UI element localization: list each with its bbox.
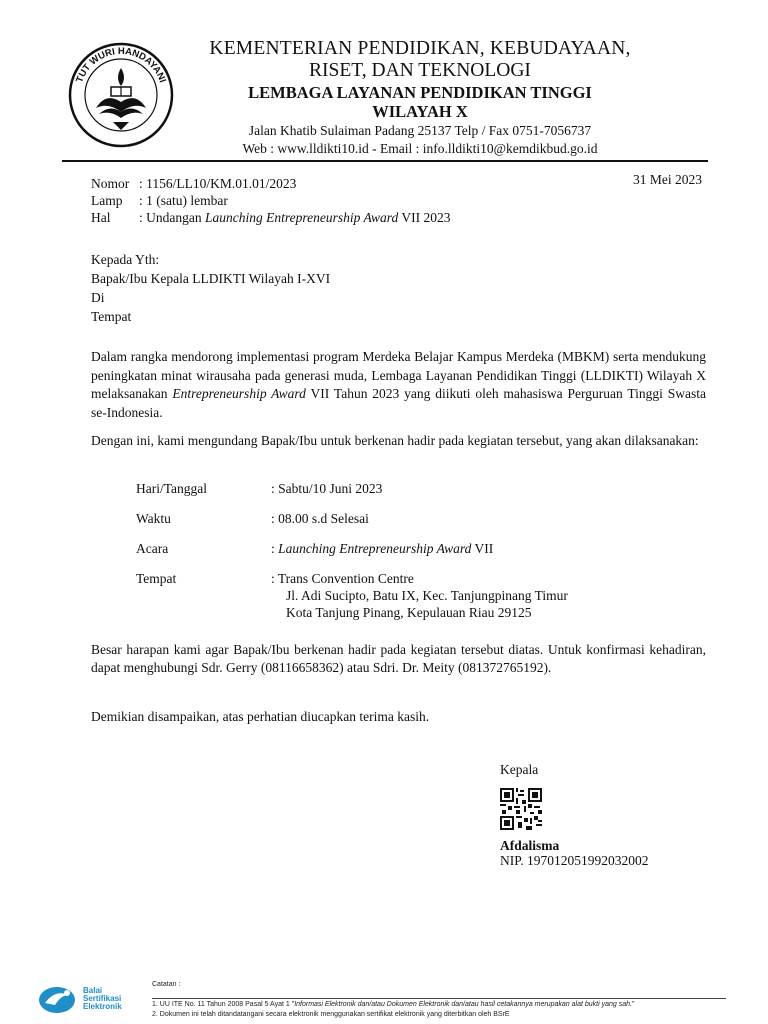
hal-prefix: : Undangan xyxy=(139,210,205,225)
agency-name-line1: LEMBAGA LAYANAN PENDIDIKAN TINGGI xyxy=(248,83,592,102)
bsre-text xyxy=(83,987,122,1011)
signature-qr-code xyxy=(500,788,542,830)
lamp-value: : 1 (satu) lembar xyxy=(139,193,228,208)
footer-catatan: Catatan : xyxy=(152,981,181,988)
signatory-name: Afdalisma xyxy=(500,838,560,853)
hal-row xyxy=(91,209,451,226)
waktu-value: : 08.00 s.d Selesai xyxy=(271,511,369,526)
ministry-name-line2: RISET, DAN TEKNOLOGI xyxy=(309,60,531,81)
body-paragraph-3: Besar harapan kami agar Bapak/Ibu berkenan hadir pada kegiatan tersebut diatas. Untuk konfirmasi kehadiran, dapat menghubungi Sdr. Gerry (08116658362) atau Sdri. Dr. Meity (081372765192). xyxy=(91,642,706,675)
agency-web-email: Web : www.lldikti10.id - Email : info.lldikti10@kemdikbud.go.id xyxy=(242,141,598,156)
signature-title: Kepala xyxy=(500,762,539,777)
agency-name-line2: WILAYAH X xyxy=(372,102,468,121)
waktu-label: Waktu xyxy=(136,511,171,526)
acara-prefix: : xyxy=(271,541,279,556)
bsre-line1: Balai xyxy=(83,986,103,995)
recipient-line3: Di xyxy=(91,290,105,305)
note1-prefix: 1. UU ITE No. 11 Tahun 2008 Pasal 5 Ayat 1 " xyxy=(152,1001,295,1008)
letter-meta xyxy=(91,175,451,226)
tempat-label: Tempat xyxy=(136,571,177,586)
letter-date: 31 Mei 2023 xyxy=(633,172,702,187)
footer-note-2: 2. Dokumen ini telah ditandatangani secara elektronik menggunakan sertifikat elektronik yang diterbitkan oleh BSrE xyxy=(152,1011,510,1018)
bsre-line3: Elektronik xyxy=(83,1002,122,1011)
recipient-block xyxy=(91,250,330,326)
acara-value xyxy=(271,540,493,557)
footer-divider xyxy=(152,998,726,999)
tempat-line2: Jl. Adi Sucipto, Batu IX, Kec. Tanjungpinang Timur xyxy=(286,588,568,603)
recipient-line4: Tempat xyxy=(91,309,132,324)
letterhead-divider xyxy=(62,160,708,162)
nomor-row xyxy=(91,175,451,192)
nomor-label: Nomor xyxy=(91,176,130,191)
p1-part2: VII Tahun 2023 yang diikuti oleh mahasiswa Perguruan Tinggi Swasta se-Indonesia. xyxy=(91,386,706,420)
body-paragraph-2: Dengan ini, kami mengundang Bapak/Ibu untuk berkenan hadir pada kegiatan tersebut, yang akan dilaksanakan: xyxy=(91,433,699,448)
hal-italic: Launching Entrepreneurship Award xyxy=(204,210,399,225)
p1-part1: Dalam rangka mendorong implementasi program Merdeka Belajar Kampus Merdeka (MBKM) serta mendukung peningkatan minat wirausaha pada generasi muda, Lembaga Layanan Pendidikan Tinggi (LLDIKTI) Wilayah X melaksanakan xyxy=(91,349,706,401)
nomor-value: : 1156/LL10/KM.01.01/2023 xyxy=(139,176,297,191)
tempat-value xyxy=(271,570,568,621)
lamp-label: Lamp xyxy=(91,193,123,208)
bsre-emblem-icon xyxy=(37,983,81,1017)
hari-label: Hari/Tanggal xyxy=(136,481,208,496)
acara-label: Acara xyxy=(136,541,169,556)
body-paragraph-4: Demikian disampaikan, atas perhatian diucapkan terima kasih. xyxy=(91,709,430,724)
recipient-line1: Kepada Yth: xyxy=(91,252,160,267)
bsre-logo xyxy=(37,983,147,1019)
hal-suffix: VII 2023 xyxy=(398,210,451,225)
ministry-name-line1: KEMENTERIAN PENDIDIKAN, KEBUDAYAAN, xyxy=(209,38,631,59)
tempat-line3: Kota Tanjung Pinang, Kepulauan Riau 29125 xyxy=(286,605,532,620)
tut-wuri-handayani-logo xyxy=(66,40,176,150)
recipient-line2: Bapak/Ibu Kepala LLDIKTI Wilayah I-XVI xyxy=(91,271,331,286)
p1-italic: Entrepreneurship Award xyxy=(172,386,306,401)
body-paragraph-1 xyxy=(91,348,706,422)
agency-address: Jalan Khatib Sulaiman Padang 25137 Telp / Fax 0751-7056737 xyxy=(248,123,592,138)
bsre-line2: Sertifikasi xyxy=(83,994,122,1003)
note1-suffix: " xyxy=(631,1001,635,1008)
signatory-nip: NIP. 197012051992032002 xyxy=(500,853,649,868)
hari-value: : Sabtu/10 Juni 2023 xyxy=(271,481,383,496)
footer-note-1 xyxy=(152,1001,634,1008)
acara-italic: Launching Entrepreneurship Award xyxy=(278,541,472,556)
tempat-line1: : Trans Convention Centre xyxy=(271,571,414,586)
lamp-row xyxy=(91,192,451,209)
logo-text: TUT WURI HANDAYANI xyxy=(74,45,168,85)
acara-suffix: VII xyxy=(471,541,494,556)
hal-label: Hal xyxy=(91,210,111,225)
note1-italic: Informasi Elektronik dan/atau Dokumen Elektronik dan/atau hasil cetakannya merupakan alat bukti yang sah. xyxy=(294,1001,632,1008)
